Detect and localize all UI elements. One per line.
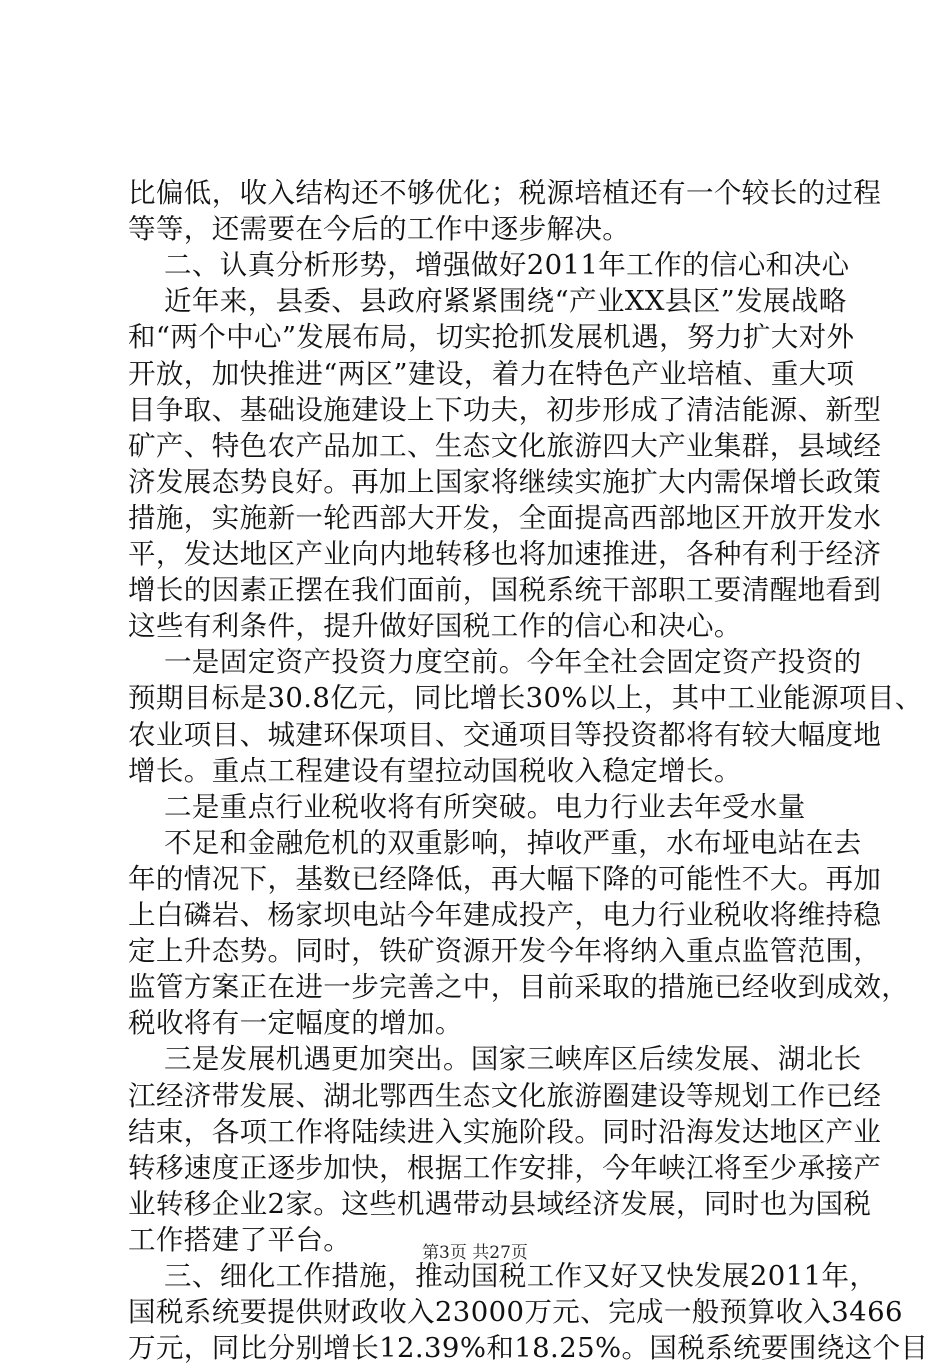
text-line: 不足和金融危机的双重影响，掉收严重，水布垭电站在去: [164, 826, 862, 859]
text-line: 增长。重点工程建设有望拉动国税收入稳定增长。: [128, 754, 742, 787]
text-line: 这些有利条件，提升做好国税工作的信心和决心。: [128, 610, 742, 643]
page-footer: 第3页 共27页: [422, 1243, 528, 1263]
text-line: 近年来，县委、县政府紧紧围绕“产业XX县区”发展战略: [164, 285, 847, 318]
text-line: 三是发展机遇更加突出。国家三峡库区后续发展、湖北长: [164, 1043, 862, 1076]
text-line: 定上升态势。同时，铁矿资源开发今年将纳入重点监管范围，: [128, 935, 882, 968]
text-line: 目争取、基础设施建设上下功夫，初步形成了清洁能源、新型: [128, 393, 882, 426]
text-line: 二是重点行业税收将有所突破。电力行业去年受水量: [164, 790, 806, 823]
text-line: 转移速度正逐步加快，根据工作安排，今年峡江将至少承接产: [128, 1151, 882, 1184]
text-line: 一是固定资产投资力度空前。今年全社会固定资产投资的: [164, 646, 862, 679]
text-line: 三、细化工作措施，推动国税工作又好又快发展2011年，: [164, 1260, 878, 1292]
text-line: 等等，还需要在今后的工作中逐步解决。: [128, 213, 631, 246]
text-line: 措施，实施新一轮西部大开发，全面提高西部地区开放开发水: [128, 501, 882, 534]
text-line: 矿产、特色农产品加工、生态文化旅游四大产业集群，县域经: [128, 429, 882, 462]
text-line: 农业项目、城建环保项目、交通项目等投资都将有较大幅度地: [128, 718, 882, 751]
text-line: 税收将有一定幅度的增加。: [128, 1007, 463, 1040]
text-line: 结束，各项工作将陆续进入实施阶段。同时沿海发达地区产业: [128, 1115, 882, 1148]
text-line: 比偏低，收入结构还不够优化；税源培植还有一个较长的过程: [128, 177, 882, 209]
text-line: 和“两个中心”发展布局，切实抢抓发展机遇，努力扩大对外: [128, 321, 855, 354]
text-line: 平，发达地区产业向内地转移也将加速推进，各种有利于经济: [128, 538, 882, 570]
text-line: 江经济带发展、湖北鄂西生态文化旅游圈建设等规划工作已经: [128, 1079, 882, 1112]
text-line: 上白磷岩、杨家坝电站今年建成投产，电力行业税收将维持稳: [128, 899, 882, 931]
text-line: 年的情况下，基数已经降低，再大幅下降的可能性不大。再加: [128, 862, 882, 895]
text-line: 开放，加快推进“两区”建设，着力在特色产业培植、重大项: [128, 357, 855, 390]
text-line: 监管方案正在进一步完善之中，目前采取的措施已经收到成效，: [128, 971, 910, 1004]
text-line: 万元，同比分别增长12.39%和18.25%。国税系统要围绕这个目: [128, 1332, 929, 1365]
text-line: 增长的因素正摆在我们面前，国税系统干部职工要清醒地看到: [128, 574, 882, 607]
text-line: 国税系统要提供财政收入23000万元、完成一般预算收入3466: [128, 1296, 903, 1329]
text-line: 工作搭建了平台。: [128, 1223, 352, 1256]
text-line: 业转移企业2家。这些机遇带动县域经济发展，同时也为国税: [128, 1187, 872, 1220]
text-line: 二、认真分析形势，增强做好2011年工作的信心和决心: [164, 249, 850, 282]
text-line: 济发展态势良好。再加上国家将继续实施扩大内需保增长政策: [128, 465, 882, 498]
text-line: 预期目标是30.8亿元，同比增长30%以上，其中工业能源项目、: [128, 682, 923, 715]
